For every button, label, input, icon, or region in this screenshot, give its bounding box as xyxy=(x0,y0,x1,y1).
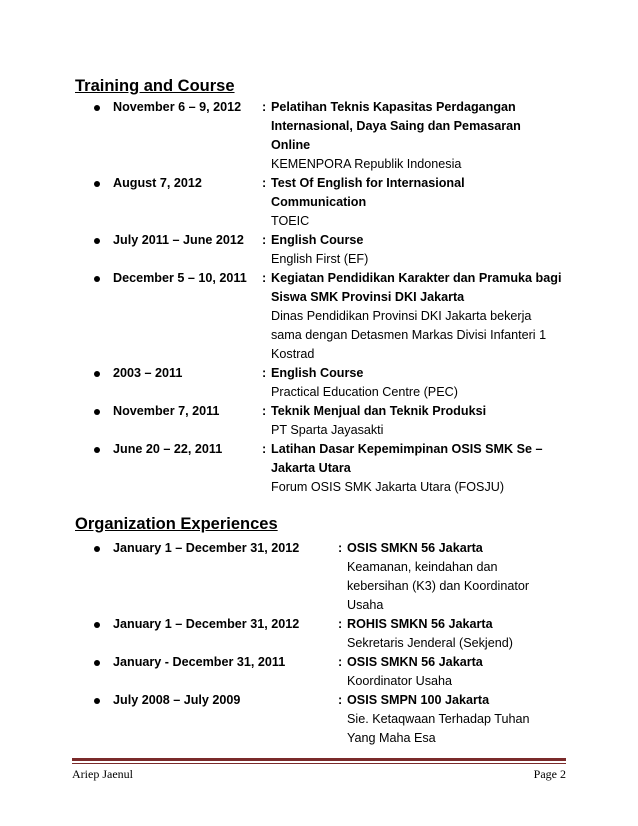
bullet-icon xyxy=(94,660,100,666)
organization-date: January 1 – December 31, 2012 xyxy=(113,541,300,555)
bullet-icon xyxy=(94,105,100,111)
organization-detail-line: OSIS SMKN 56 Jakarta xyxy=(347,655,483,669)
training-date: December 5 – 10, 2011 xyxy=(113,271,247,285)
organization-heading: Organization Experiences xyxy=(75,515,278,533)
organization-detail-line: Yang Maha Esa xyxy=(347,731,436,745)
training-detail xyxy=(262,440,543,497)
training-detail xyxy=(262,231,368,269)
training-date: August 7, 2012 xyxy=(113,176,202,190)
bullet-icon xyxy=(94,409,100,415)
training-detail-line: English Course xyxy=(271,233,364,247)
training-detail-line: Internasional, Daya Saing dan Pemasaran xyxy=(271,119,521,133)
training-detail xyxy=(262,174,465,231)
colon-separator: : xyxy=(262,176,267,190)
organization-date: January 1 – December 31, 2012 xyxy=(113,617,300,631)
organization-detail-line: ROHIS SMKN 56 Jakarta xyxy=(347,617,493,631)
training-detail-line: Latihan Dasar Kepemimpinan OSIS SMK Se – xyxy=(271,442,543,456)
training-detail-line: Kegiatan Pendidikan Karakter dan Pramuka bagi xyxy=(271,271,562,285)
organization-detail xyxy=(338,615,513,653)
colon-separator: : xyxy=(262,366,267,380)
training-detail-line: Kostrad xyxy=(271,347,315,361)
training-detail-line: PT Sparta Jayasakti xyxy=(271,423,384,437)
organization-detail xyxy=(338,691,530,748)
training-date: June 20 – 22, 2011 xyxy=(113,442,223,456)
training-date: July 2011 – June 2012 xyxy=(113,233,244,247)
training-detail-line: KEMENPORA Republik Indonesia xyxy=(271,157,462,171)
training-detail-line: Dinas Pendidikan Provinsi DKI Jakarta bekerja xyxy=(271,309,532,323)
organization-date: January - December 31, 2011 xyxy=(113,655,286,669)
training-detail-line: Online xyxy=(271,138,311,152)
colon-separator: : xyxy=(262,404,267,418)
bullet-icon xyxy=(94,546,100,552)
organization-detail-line: Keamanan, keindahan dan xyxy=(347,560,498,574)
training-detail-line: sama dengan Detasmen Markas Divisi Infanteri 1 xyxy=(271,328,547,342)
training-date: November 6 – 9, 2012 xyxy=(113,100,242,114)
organization-detail-line: OSIS SMKN 56 Jakarta xyxy=(347,541,483,555)
organization-detail-line: Sie. Ketaqwaan Terhadap Tuhan xyxy=(347,712,530,726)
bullet-icon xyxy=(94,181,100,187)
bullet-icon xyxy=(94,238,100,244)
training-detail-line: Practical Education Centre (PEC) xyxy=(271,385,458,399)
organization-date: July 2008 – July 2009 xyxy=(113,693,241,707)
organization-detail-line: Koordinator Usaha xyxy=(347,674,453,688)
bullet-icon xyxy=(94,698,100,704)
bullet-icon xyxy=(94,447,100,453)
training-detail xyxy=(262,364,458,402)
training-detail-line: English First (EF) xyxy=(271,252,369,266)
training-heading: Training and Course xyxy=(75,77,235,95)
colon-separator: : xyxy=(262,233,267,247)
training-detail-line: Teknik Menjual dan Teknik Produksi xyxy=(271,404,487,418)
organization-detail-line: Usaha xyxy=(347,598,384,612)
colon-separator: : xyxy=(338,693,343,707)
footer-page-number: Page 2 xyxy=(533,767,566,781)
organization-detail xyxy=(338,653,483,691)
colon-separator: : xyxy=(262,442,267,456)
training-detail-line: TOEIC xyxy=(271,214,310,228)
colon-separator: : xyxy=(262,271,267,285)
bullet-icon xyxy=(94,622,100,628)
training-detail-line: Test Of English for Internasional xyxy=(271,176,465,190)
training-detail xyxy=(262,98,521,174)
colon-separator: : xyxy=(338,655,343,669)
colon-separator: : xyxy=(338,541,343,555)
bullet-icon xyxy=(94,371,100,377)
training-detail-line: Communication xyxy=(271,195,367,209)
training-detail-line: Jakarta Utara xyxy=(271,461,351,475)
training-detail xyxy=(262,269,561,364)
footer-rule-thin xyxy=(72,763,566,764)
organization-detail-line: Sekretaris Jenderal (Sekjend) xyxy=(347,636,513,650)
organization-detail xyxy=(338,539,529,615)
organization-detail-line: OSIS SMPN 100 Jakarta xyxy=(347,693,490,707)
training-detail-line: English Course xyxy=(271,366,364,380)
bullet-icon xyxy=(94,276,100,282)
training-detail xyxy=(262,402,486,440)
training-detail-line: Forum OSIS SMK Jakarta Utara (FOSJU) xyxy=(271,480,505,494)
footer-rule-thick xyxy=(72,758,566,761)
colon-separator: : xyxy=(262,100,267,114)
training-date: November 7, 2011 xyxy=(113,404,220,418)
training-date: 2003 – 2011 xyxy=(113,366,183,380)
training-detail-line: Siswa SMK Provinsi DKI Jakarta xyxy=(271,290,465,304)
organization-detail-line: kebersihan (K3) dan Koordinator xyxy=(347,579,530,593)
colon-separator: : xyxy=(338,617,343,631)
footer-author: Ariep Jaenul xyxy=(72,767,133,781)
training-detail-line: Pelatihan Teknis Kapasitas Perdagangan xyxy=(271,100,516,114)
